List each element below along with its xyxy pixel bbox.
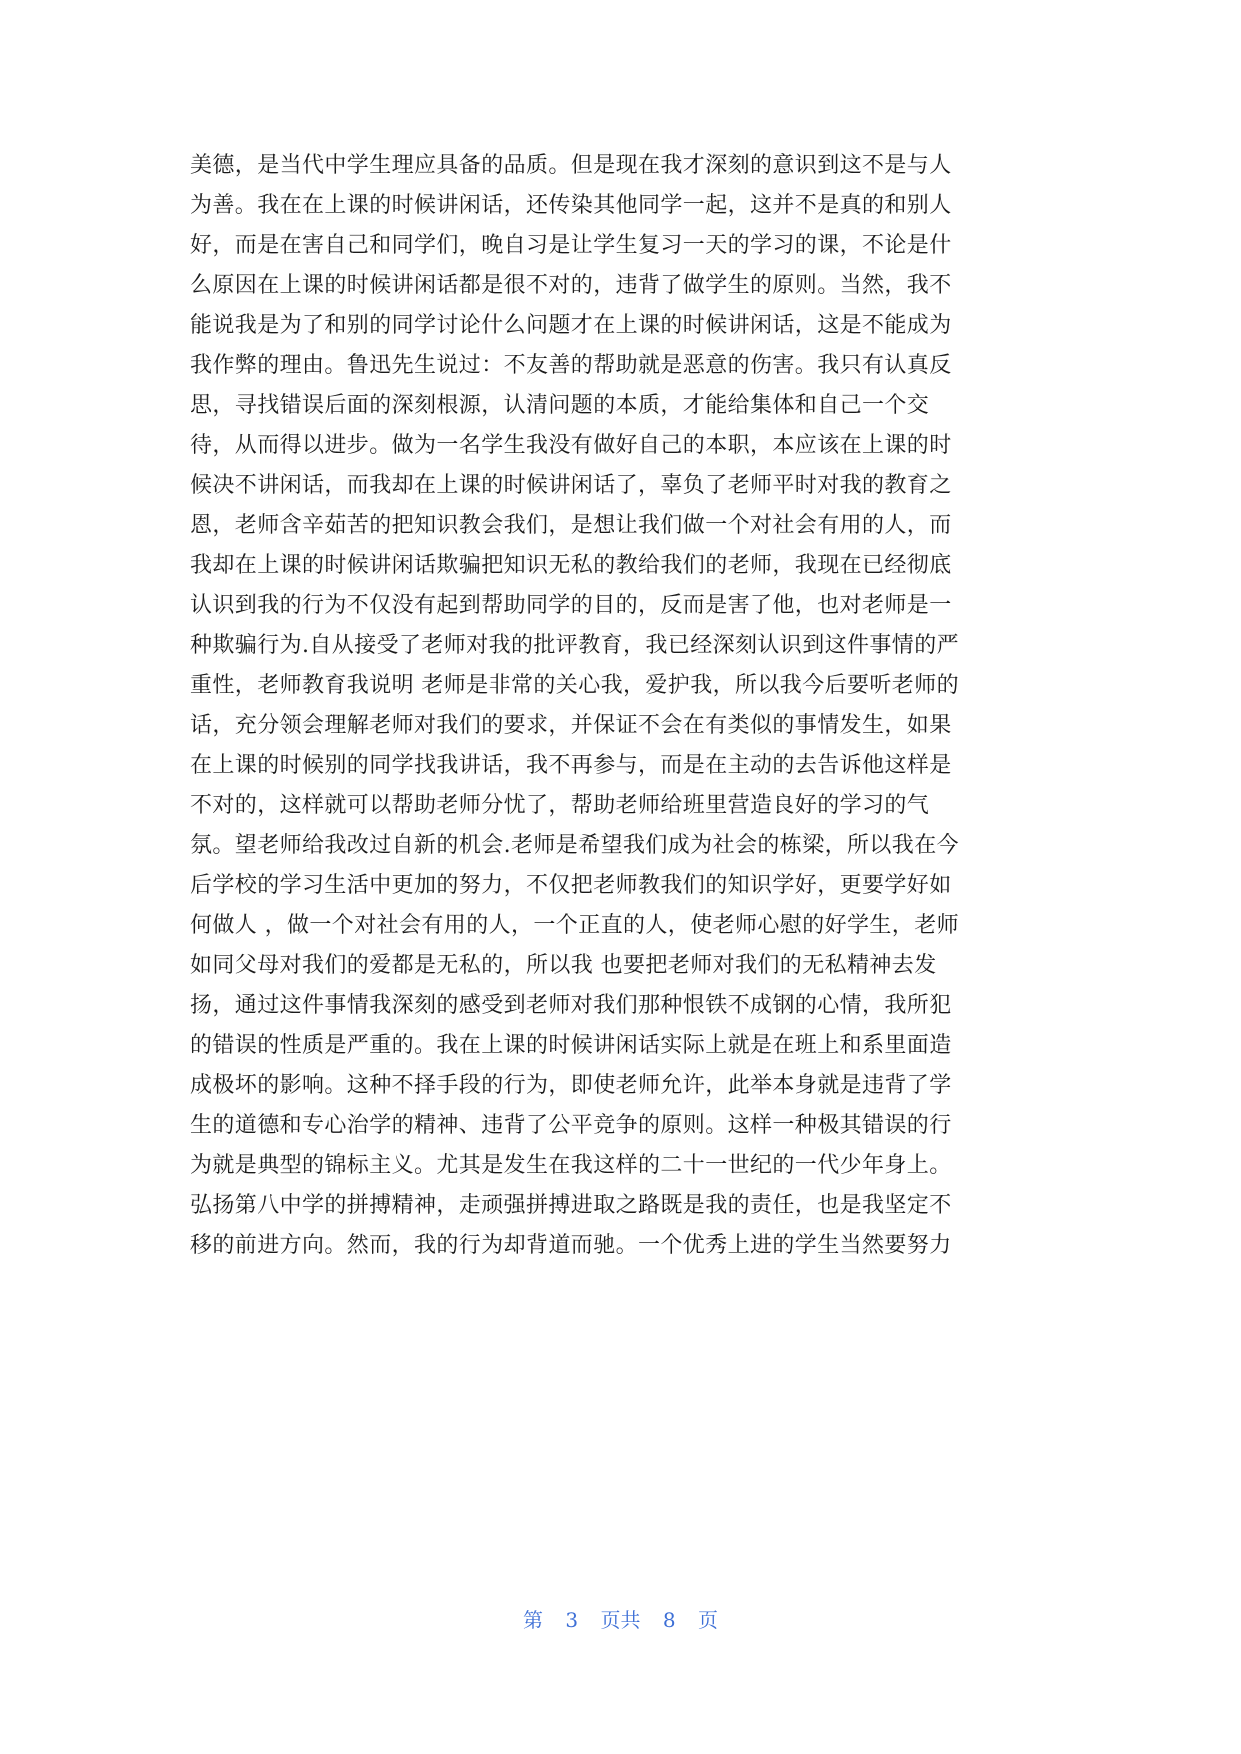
text-line: 成极坏的影响。这种不择手段的行为，即使老师允许，此举本身就是违背了学 <box>190 1073 952 1098</box>
text-line: 在上课的时候别的同学找我讲话，我不再参与，而是在主动的去告诉他这样是 <box>190 753 952 778</box>
text-line: 认识到我的行为不仅没有起到帮助同学的目的，反而是害了他，也对老师是一 <box>190 593 952 618</box>
text-line: 后学校的学习生活中更加的努力，不仅把老师教我们的知识学好，更要学好如 <box>190 873 952 898</box>
page-label-middle: 页共 <box>600 1608 641 1632</box>
text-line: 扬，通过这件事情我深刻的感受到老师对我们那种恨铁不成钢的心情，我所犯 <box>190 993 952 1018</box>
text-line: 好，而是在害自己和同学们，晚自习是让学生复习一天的学习的课，不论是什 <box>190 233 952 258</box>
text-line: 为就是典型的锦标主义。尤其是发生在我这样的二十一世纪的一代少年身上。 <box>190 1153 952 1178</box>
text-line: 么原因在上课的时候讲闲话都是很不对的，违背了做学生的原则。当然，我不 <box>190 273 952 298</box>
text-line: 美德，是当代中学生理应具备的品质。但是现在我才深刻的意识到这不是与人 <box>190 153 952 178</box>
text-line: 弘扬第八中学的拼搏精神，走顽强拼搏进取之路既是我的责任，也是我坚定不 <box>190 1193 952 1218</box>
total-page-count: 8 <box>662 1608 676 1632</box>
text-line: 为善。我在在上课的时候讲闲话，还传染其他同学一起，这并不是真的和别人 <box>190 193 952 218</box>
page-footer <box>0 1604 1241 1633</box>
text-line: 如同父母对我们的爱都是无私的，所以我 也要把老师对我们的无私精神去发 <box>190 953 937 978</box>
text-line: 待，从而得以进步。做为一名学生我没有做好自己的本职，本应该在上课的时 <box>190 433 952 458</box>
text-line: 思，寻找错误后面的深刻根源，认清问题的本质，才能给集体和自己一个交 <box>190 393 930 418</box>
text-line: 氛。望老师给我改过自新的机会.老师是希望我们成为社会的栋梁，所以我在今 <box>190 833 959 858</box>
current-page-number: 3 <box>565 1608 579 1632</box>
text-line: 话，充分领会理解老师对我们的要求，并保证不会在有类似的事情发生，如果 <box>190 713 952 738</box>
text-line: 的错误的性质是严重的。我在上课的时候讲闲话实际上就是在班上和系里面造 <box>190 1033 952 1058</box>
text-line: 我作弊的理由。鲁迅先生说过：不友善的帮助就是恶意的伤害。我只有认真反 <box>190 353 952 378</box>
text-line: 候决不讲闲话，而我却在上课的时候讲闲话了，辜负了老师平时对我的教育之 <box>190 473 952 498</box>
text-line: 生的道德和专心治学的精神、违背了公平竞争的原则。这样一种极其错误的行 <box>190 1113 952 1138</box>
text-line: 不对的，这样就可以帮助老师分忧了，帮助老师给班里营造良好的学习的气 <box>190 793 930 818</box>
page-label-suffix: 页 <box>697 1608 718 1632</box>
text-line: 能说我是为了和别的同学讨论什么问题才在上课的时候讲闲话，这是不能成为 <box>190 313 952 338</box>
page-label-prefix: 第 <box>523 1608 544 1632</box>
text-line: 恩，老师含辛茹苦的把知识教会我们，是想让我们做一个对社会有用的人，而 <box>190 513 952 538</box>
text-line: 重性，老师教育我说明 老师是非常的关心我，爱护我，所以我今后要听老师的 <box>190 673 959 698</box>
body-text <box>190 146 1070 1266</box>
text-line: 我却在上课的时候讲闲话欺骗把知识无私的教给我们的老师，我现在已经彻底 <box>190 553 952 578</box>
text-line: 移的前进方向。然而，我的行为却背道而驰。一个优秀上进的学生当然要努力 <box>190 1233 952 1258</box>
text-line: 何做人 ，做一个对社会有用的人，一个正直的人，使老师心慰的好学生，老师 <box>190 913 959 938</box>
text-line: 种欺骗行为.自从接受了老师对我的批评教育，我已经深刻认识到这件事情的严 <box>190 633 959 658</box>
